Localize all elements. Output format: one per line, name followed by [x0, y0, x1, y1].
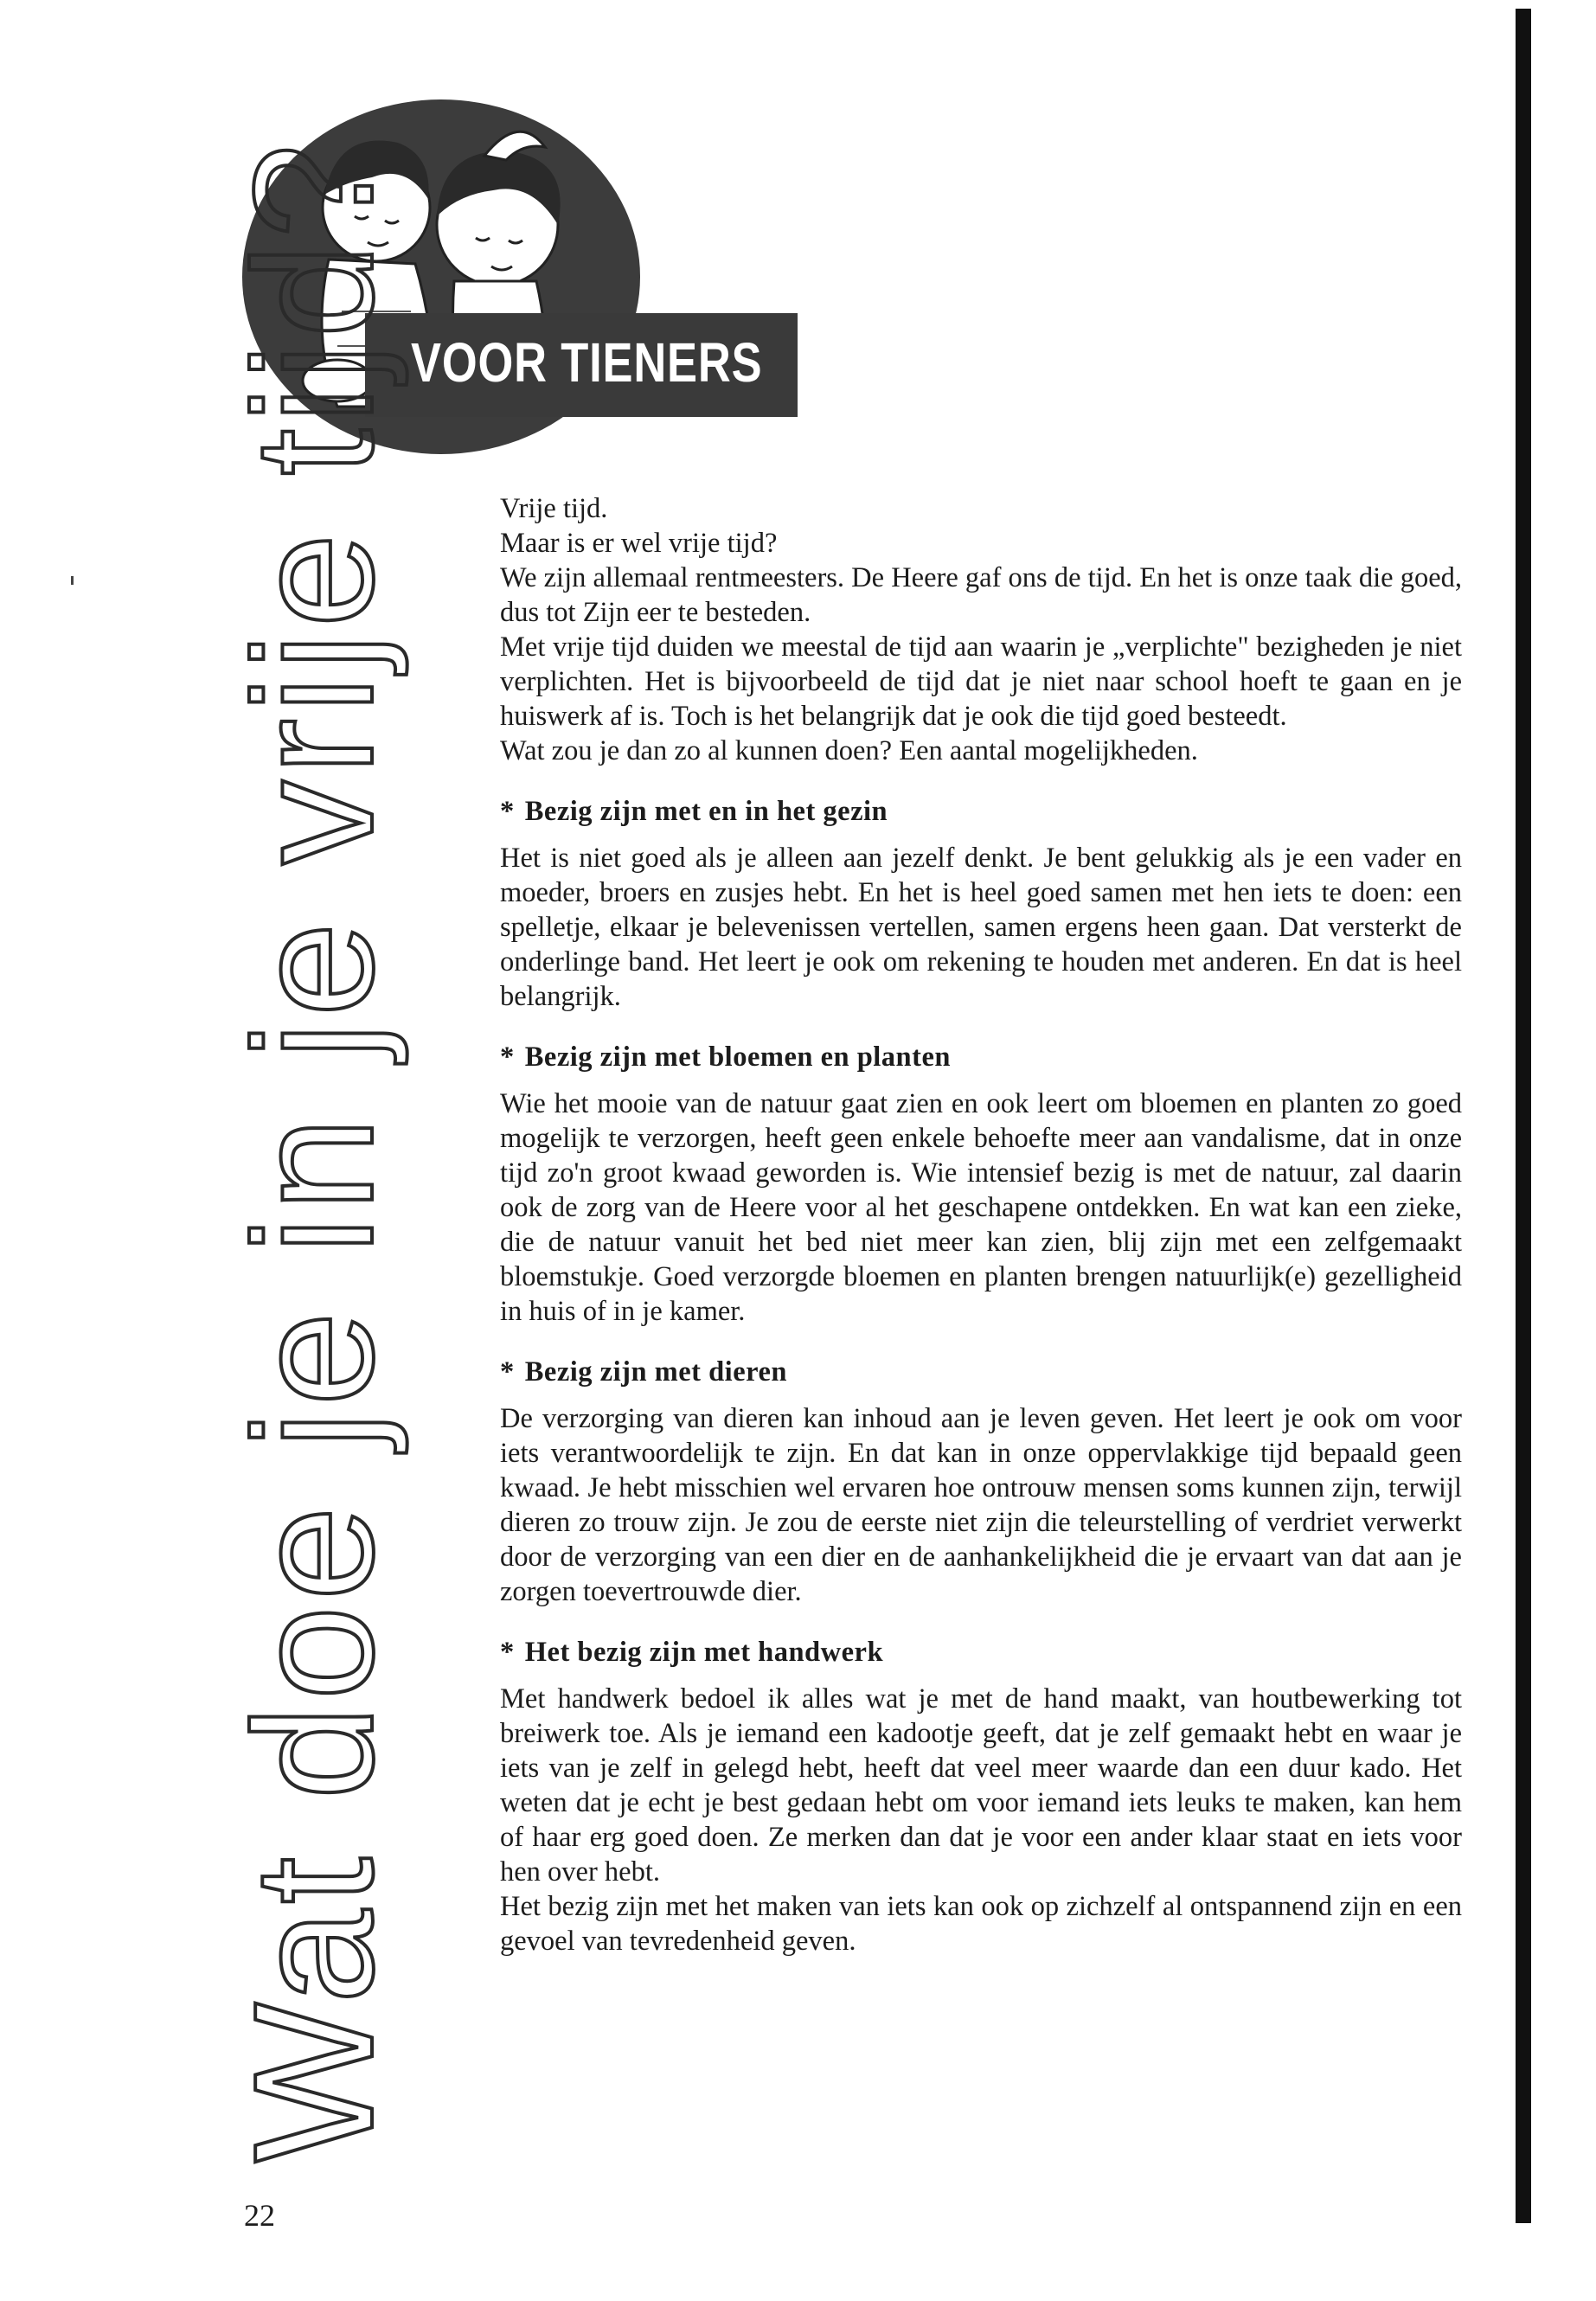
section-heading — [500, 1040, 1462, 1074]
bullet-star-icon: * — [500, 796, 515, 827]
bullet-star-icon: * — [500, 1637, 515, 1668]
intro-line-1: Vrije tijd. — [500, 493, 608, 524]
section-paragraph: Het bezig zijn met het maken van iets kan ook op zichzelf al ontspannend zijn en een gevoel van tevredenheid geven. — [500, 1891, 1462, 1957]
intro-paragraph-2: Met vrije tijd duiden we meestal de tijd aan waarin je „verplichte" bezigheden je niet verplichten. Het is bijvoorbeeld de tijd dat je niet naar school hoeft te gaan en je huiswerk af is. Toch is het belangrijk dat je ook die tijd goed besteedt. — [500, 631, 1462, 732]
section-paragraph: Wie het mooie van de natuur gaat zien en ook leert om bloemen en planten zo goed mogelijk te verzorgen, heeft geen enkele behoefte meer aan vandalisme, dat in onze tijd zo'n groot kwaad geworden is. Wie intensief bezig is met de natuur, zal daarin ook de zorg van de Heere voor al het geschapene ontdekken. En wat kan een zieke, die de natuur vanuit het bed niet meer kan zien, blij zijn met een zelfgemaakt bloemstukje. Goed verzorgde bloemen en planten brengen natuurlijk(e) gezelligheid in huis of in je kamer. — [500, 1088, 1462, 1327]
section-heading — [500, 1635, 1462, 1670]
section-heading-text: Bezig zijn met bloemen en planten — [524, 1042, 951, 1073]
intro-paragraph-1: We zijn allemaal rentmeesters. De Heere gaf ons de tijd. En het is onze taak die goed, dus tot Zijn eer te besteden. — [500, 562, 1462, 628]
section-paragraph: Met handwerk bedoel ik alles wat je met de hand maakt, van houtbewerking tot breiwerk toe. Als je iemand een kadootje geeft, dat je zelf gemaakt hebt en waar je iets van je zelf in gelegd hebt, heeft dat veel meer waarde dan een duur kado. Het weten dat je echt je best gedaan hebt om voor iemand iets leuks te maken, kan hem of haar erg goed doen. Ze merken dan dat je voor een ander klaar staat en iets voor hen over hebt. — [500, 1683, 1462, 1888]
page-edge-rule — [1516, 9, 1531, 2223]
scan-mark — [71, 576, 74, 585]
section-heading-text: Het bezig zijn met handwerk — [524, 1637, 884, 1668]
section-heading-text: Bezig zijn met dieren — [524, 1356, 787, 1388]
bullet-star-icon: * — [500, 1042, 515, 1073]
article-body — [500, 491, 1462, 1958]
bullet-star-icon: * — [500, 1356, 515, 1388]
intro-line-2: Maar is er wel vrije tijd? — [500, 528, 778, 559]
section-heading-text: Bezig zijn met en in het gezin — [524, 796, 888, 827]
header-banner-title: VOOR TIENERS — [411, 331, 763, 394]
section-paragraph: De verzorging van dieren kan inhoud aan je leven geven. Het leert je ook om voor iets verantwoordelijk te zijn. En dat kan in onze oppervlakkige tijd bepaald geen kwaad. Je hebt misschien wel ervaren hoe ontrouw mensen soms kunnen zijn, terwijl dieren zo trouw zijn. Je zou de eerste niet zijn die teleurstelling of verdriet verwerkt door de verzorging van een dier en de aanhankelijkheid die je ervaart van dat aan je zorgen toevertrouwde dier. — [500, 1403, 1462, 1607]
section-paragraph: Het is niet goed als je alleen aan jezelf denkt. Je bent gelukkig als je een vader en moeder, broers en zusjes hebt. En het is heel goed samen met hen iets te doen: een spelletje, elkaar je belevenissen vertellen, samen ergens heen gaan. Dat versterkt de onderlinge band. Het leert je ook om rekening te houden met anderen. En dat is heel belangrijk. — [500, 843, 1462, 1012]
section-heading — [500, 794, 1462, 829]
side-title: Wat doe je in je vrije tijd? — [219, 138, 408, 2163]
page-number: 22 — [244, 2198, 275, 2233]
section-heading — [500, 1355, 1462, 1389]
intro-line-3: Wat zou je dan zo al kunnen doen? Een aantal mogelijkheden. — [500, 735, 1198, 766]
